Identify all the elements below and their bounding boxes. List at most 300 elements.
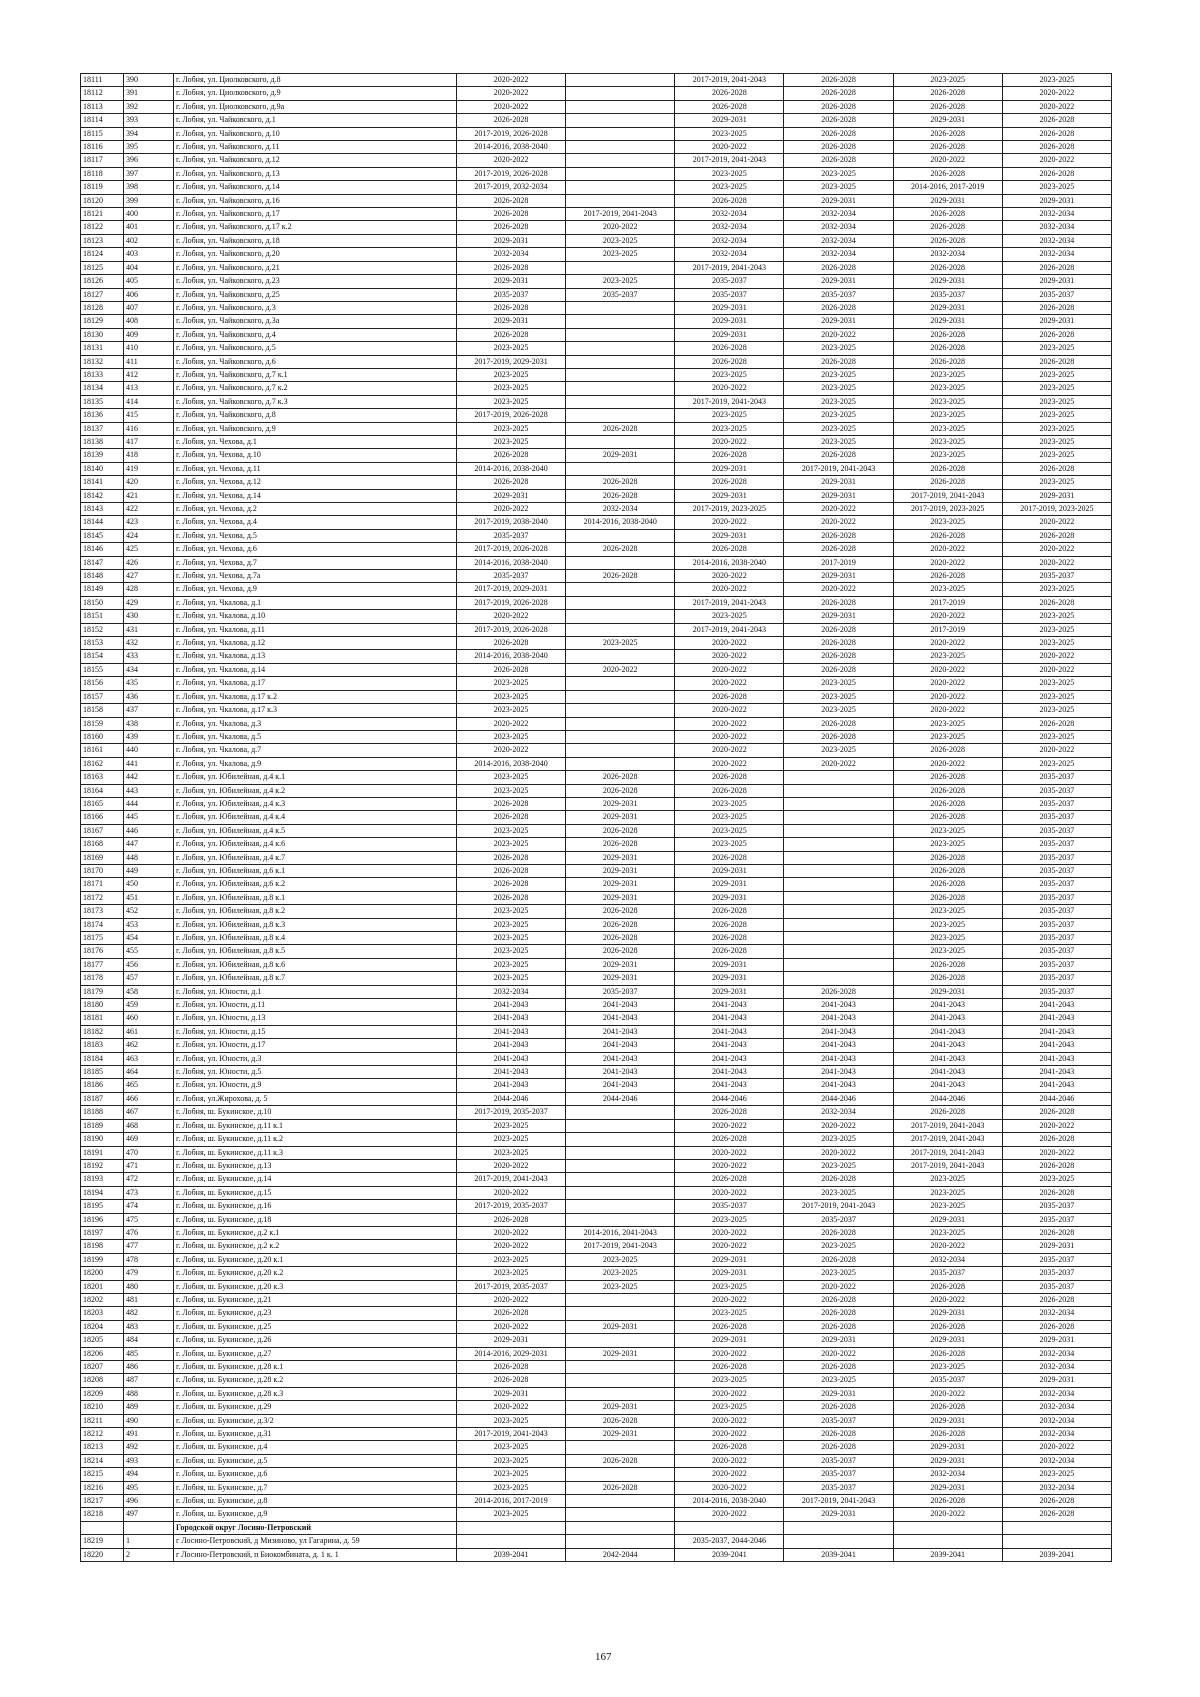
table-cell: г. Лобня, ул. Юбилейная, д.8 к.4	[174, 932, 457, 945]
table-cell: 2020-2022	[1002, 556, 1111, 569]
table-cell: 2026-2028	[675, 1320, 784, 1333]
table-cell: 2029-2031	[893, 1454, 1002, 1467]
table-cell: 490	[124, 1414, 174, 1427]
table-cell: 2029-2031	[566, 1320, 675, 1333]
table-cell: 2023-2025	[457, 677, 566, 690]
table-cell: г. Лобня, ул. Юности, д.1	[174, 985, 457, 998]
table-cell: 2029-2031	[675, 529, 784, 542]
table-cell: 2029-2031	[784, 476, 893, 489]
table-cell: г. Лобня, ш. Букинское, д.31	[174, 1428, 457, 1441]
table-cell: 2023-2025	[675, 811, 784, 824]
table-cell: 18187	[81, 1092, 124, 1105]
table-cell: 2029-2031	[566, 851, 675, 864]
table-cell: 2017-2019, 2026-2028	[457, 623, 566, 636]
table-cell: 2041-2043	[784, 1052, 893, 1065]
table-cell: г. Лобня, ул. Чайковского, д.16	[174, 194, 457, 207]
table-cell: 2023-2025	[784, 409, 893, 422]
table-row	[81, 141, 1112, 154]
table-cell: 2026-2028	[893, 261, 1002, 274]
table-cell: 2026-2028	[566, 1481, 675, 1494]
table-cell: 2026-2028	[457, 797, 566, 810]
table-cell: 2026-2028	[457, 1374, 566, 1387]
table-cell: 2029-2031	[784, 1508, 893, 1521]
table-cell: 2026-2028	[457, 114, 566, 127]
table-cell: г. Лобня, ул. Юности, д.11	[174, 999, 457, 1012]
table-cell: 2035-2037	[1002, 851, 1111, 864]
table-cell: 492	[124, 1441, 174, 1454]
table-cell: 2023-2025	[893, 516, 1002, 529]
table-cell: 2029-2031	[1002, 1374, 1111, 1387]
table-cell: 405	[124, 275, 174, 288]
table-cell: г. Лобня, ул. Чайковского, д.14	[174, 181, 457, 194]
table-cell: 2035-2037, 2044-2046	[675, 1535, 784, 1548]
table-row	[81, 824, 1112, 837]
table-cell: 2041-2043	[675, 1066, 784, 1079]
table-cell: 2032-2034	[1002, 1481, 1111, 1494]
table-cell: 2023-2025	[457, 690, 566, 703]
table-cell: 427	[124, 570, 174, 583]
table-cell: 411	[124, 355, 174, 368]
table-cell: 2026-2028	[784, 1253, 893, 1266]
table-cell: 2023-2025	[1002, 623, 1111, 636]
table-cell: 464	[124, 1066, 174, 1079]
table-cell: 2035-2037	[675, 1200, 784, 1213]
table-cell: 2032-2034	[1002, 1347, 1111, 1360]
table-cell: 18174	[81, 918, 124, 931]
table-cell: 2026-2028	[675, 932, 784, 945]
table-cell: 18154	[81, 650, 124, 663]
table-cell: 2029-2031	[784, 610, 893, 623]
table-cell: 18202	[81, 1293, 124, 1306]
table-cell: 2035-2037	[675, 275, 784, 288]
table-cell: 449	[124, 864, 174, 877]
table-cell: 2023-2025	[1002, 1468, 1111, 1481]
table-cell: 2041-2043	[457, 1066, 566, 1079]
table-cell: 2032-2034	[1002, 1428, 1111, 1441]
table-cell: 2035-2037	[1002, 1213, 1111, 1226]
table-row	[81, 1374, 1112, 1387]
table-cell: 2029-2031	[1002, 315, 1111, 328]
table-cell: 400	[124, 208, 174, 221]
table-cell: г. Лобня, ул. Чкалова, д.10	[174, 610, 457, 623]
table-cell: 2041-2043	[566, 1012, 675, 1025]
table-cell: 407	[124, 301, 174, 314]
table-cell: г. Лобня, ул. Чехова, д.1	[174, 435, 457, 448]
table-cell: 474	[124, 1200, 174, 1213]
table-cell: 2023-2025	[566, 1267, 675, 1280]
table-cell: 18138	[81, 435, 124, 448]
table-cell: 441	[124, 757, 174, 770]
table-cell: 2032-2034	[457, 248, 566, 261]
table-cell: 2026-2028	[893, 878, 1002, 891]
table-cell: 18169	[81, 851, 124, 864]
table-cell: 2026-2028	[457, 301, 566, 314]
table-cell: 18152	[81, 623, 124, 636]
table-cell: 18195	[81, 1200, 124, 1213]
table-cell: 2026-2028	[893, 127, 1002, 140]
table-cell: 2026-2028	[675, 784, 784, 797]
table-cell: 2026-2028	[784, 74, 893, 87]
table-cell: 2023-2025	[675, 824, 784, 837]
table-cell: 18112	[81, 87, 124, 100]
table-cell: 2020-2022	[675, 1293, 784, 1306]
table-cell: 2023-2025	[893, 74, 1002, 87]
table-cell: 2020-2022	[457, 503, 566, 516]
table-cell: 18130	[81, 328, 124, 341]
table-cell: 2029-2031	[784, 1334, 893, 1347]
table-cell: 2026-2028	[784, 449, 893, 462]
table-cell: 2035-2037	[1002, 824, 1111, 837]
table-cell: г. Лобня, ш. Букинское, д.5	[174, 1454, 457, 1467]
table-cell: 2035-2037	[1002, 932, 1111, 945]
table-cell: г. Лобня, ул. Чехова, д.5	[174, 529, 457, 542]
table-cell: 397	[124, 167, 174, 180]
table-row	[81, 811, 1112, 824]
table-cell	[566, 1106, 675, 1119]
table-cell: 2023-2025	[893, 932, 1002, 945]
table-cell: 470	[124, 1146, 174, 1159]
table-cell: 2020-2022	[675, 1508, 784, 1521]
table-cell: 18125	[81, 261, 124, 274]
table-cell: 2026-2028	[457, 261, 566, 274]
table-row	[81, 248, 1112, 261]
table-cell: 2044-2046	[457, 1092, 566, 1105]
table-cell: 18215	[81, 1468, 124, 1481]
table-cell: 2026-2028	[457, 1213, 566, 1226]
table-cell: 2026-2028	[457, 864, 566, 877]
table-cell: 2023-2025	[675, 1401, 784, 1414]
table-cell: 417	[124, 435, 174, 448]
table-cell: 450	[124, 878, 174, 891]
table-cell: 2023-2025	[784, 744, 893, 757]
table-cell: 2017-2019, 2041-2043	[893, 1146, 1002, 1159]
table-cell: г. Лобня, ул. Чехова, д.11	[174, 462, 457, 475]
table-row	[81, 650, 1112, 663]
table-row	[81, 905, 1112, 918]
table-cell: 392	[124, 100, 174, 113]
table-cell: 2041-2043	[893, 1039, 1002, 1052]
table-cell: 2039-2041	[1002, 1548, 1111, 1561]
table-cell: 2026-2028	[784, 114, 893, 127]
table-cell: 2026-2028	[784, 623, 893, 636]
table-cell: 2017-2019, 2041-2043	[675, 395, 784, 408]
table-cell: 18201	[81, 1280, 124, 1293]
table-cell: г. Лобня, ул. Чайковского, д.12	[174, 154, 457, 167]
table-cell: 468	[124, 1119, 174, 1132]
table-cell: г. Лобня, ул. Чайковского, д.3а	[174, 315, 457, 328]
table-cell: 421	[124, 489, 174, 502]
table-cell: 18142	[81, 489, 124, 502]
table-cell	[566, 328, 675, 341]
table-cell: 2020-2022	[893, 690, 1002, 703]
table-cell: 2020-2022	[784, 1347, 893, 1360]
table-cell: 2026-2028	[1002, 261, 1111, 274]
table-cell: 2017-2019, 2041-2043	[457, 1173, 566, 1186]
table-row	[81, 717, 1112, 730]
table-cell: 18121	[81, 208, 124, 221]
table-row	[81, 583, 1112, 596]
table-row	[81, 690, 1112, 703]
table-cell: 2020-2022	[1002, 1146, 1111, 1159]
table-cell: 2026-2028	[675, 1173, 784, 1186]
table-cell: 2041-2043	[675, 1079, 784, 1092]
table-cell: 2026-2028	[566, 771, 675, 784]
table-cell: г. Лобня, ул. Чкалова, д.1	[174, 596, 457, 609]
table-row	[81, 945, 1112, 958]
table-cell: 2023-2025	[893, 395, 1002, 408]
table-cell: 18162	[81, 757, 124, 770]
table-cell: 2029-2031	[457, 315, 566, 328]
table-cell: 2026-2028	[893, 797, 1002, 810]
table-cell: г. Лобня, ул. Юбилейная, д.4 к.6	[174, 838, 457, 851]
table-cell: г. Лобня, ш. Букинское, д.28 к.2	[174, 1374, 457, 1387]
table-cell: 2020-2022	[675, 637, 784, 650]
table-cell: 2020-2022	[893, 1387, 1002, 1400]
table-row	[81, 838, 1112, 851]
table-cell	[784, 932, 893, 945]
table-cell	[566, 583, 675, 596]
table-cell: г. Лобня, ул. Чкалова, д.13	[174, 650, 457, 663]
table-cell: 2044-2046	[784, 1092, 893, 1105]
table-cell: 2029-2031	[566, 797, 675, 810]
table-cell: г. Лобня, ш. Букинское, д.15	[174, 1186, 457, 1199]
table-cell: 2041-2043	[457, 1052, 566, 1065]
table-cell: 18117	[81, 154, 124, 167]
table-cell: 2029-2031	[784, 489, 893, 502]
table-cell: 2020-2022	[893, 637, 1002, 650]
table-cell: г. Лобня, ул. Чкалова, д.7	[174, 744, 457, 757]
table-cell: 465	[124, 1079, 174, 1092]
table-cell: 2029-2031	[675, 878, 784, 891]
table-cell: г. Лобня, ул. Чайковского, д.20	[174, 248, 457, 261]
table-cell: 2020-2022	[457, 610, 566, 623]
table-cell: г. Лобня, ул. Чайковского, д.23	[174, 275, 457, 288]
table-cell: 412	[124, 368, 174, 381]
table-cell: 2029-2031	[1002, 1334, 1111, 1347]
table-cell: 2035-2037	[1002, 891, 1111, 904]
table-row	[81, 864, 1112, 877]
table-cell: 478	[124, 1253, 174, 1266]
table-cell	[566, 1186, 675, 1199]
table-cell: 2026-2028	[893, 342, 1002, 355]
table-row	[81, 167, 1112, 180]
table-cell: 2020-2022	[784, 328, 893, 341]
register-table	[80, 73, 1112, 1562]
table-row	[81, 570, 1112, 583]
table-cell: 2017-2019, 2041-2043	[784, 462, 893, 475]
table-row	[81, 476, 1112, 489]
table-row	[81, 744, 1112, 757]
table-cell	[566, 87, 675, 100]
table-cell: 2023-2025	[457, 395, 566, 408]
table-cell: 18158	[81, 704, 124, 717]
table-cell	[566, 717, 675, 730]
table-cell: 2026-2028	[675, 194, 784, 207]
table-cell: 2020-2022	[566, 221, 675, 234]
table-cell: 2026-2028	[893, 100, 1002, 113]
table-cell: 2029-2031	[1002, 489, 1111, 502]
table-row	[81, 409, 1112, 422]
table-cell: 2035-2037	[784, 288, 893, 301]
table-cell	[784, 958, 893, 971]
table-cell: 2023-2025	[784, 677, 893, 690]
table-cell: 18191	[81, 1146, 124, 1159]
table-cell: 2035-2037	[1002, 838, 1111, 851]
table-cell	[566, 730, 675, 743]
table-cell: 2029-2031	[675, 891, 784, 904]
table-cell: 2017-2019, 2023-2025	[675, 503, 784, 516]
table-cell: 2020-2022	[784, 516, 893, 529]
table-cell: г. Лобня, ул. Юбилейная, д.8 к.5	[174, 945, 457, 958]
table-cell: г. Лобня, ш. Букинское, д.8	[174, 1495, 457, 1508]
table-cell: 2023-2025	[1002, 583, 1111, 596]
table-cell: 2017-2019, 2041-2043	[893, 1159, 1002, 1172]
table-cell: 2023-2025	[675, 167, 784, 180]
table-cell	[566, 757, 675, 770]
table-cell: 2032-2034	[1002, 1454, 1111, 1467]
table-cell: 2023-2025	[675, 368, 784, 381]
table-cell	[784, 797, 893, 810]
table-cell: 2023-2025	[1002, 74, 1111, 87]
table-cell: 489	[124, 1401, 174, 1414]
table-cell: 2029-2031	[784, 194, 893, 207]
table-cell: 463	[124, 1052, 174, 1065]
table-cell: 2023-2025	[784, 342, 893, 355]
table-cell: 2041-2043	[893, 999, 1002, 1012]
table-row	[81, 1454, 1112, 1467]
table-cell: 2035-2037	[1002, 797, 1111, 810]
table-cell	[566, 1200, 675, 1213]
table-cell: 2023-2025	[1002, 757, 1111, 770]
table-cell: г Лосино-Петровский, п Биокомбината, д. 1 к. 1	[174, 1548, 457, 1561]
table-row	[81, 1535, 1112, 1548]
table-cell	[784, 945, 893, 958]
table-cell: 18205	[81, 1334, 124, 1347]
table-cell: 2023-2025	[1002, 476, 1111, 489]
table-cell: г. Лобня, ул. Чкалова, д.14	[174, 663, 457, 676]
table-row	[81, 208, 1112, 221]
table-cell: 2035-2037	[566, 985, 675, 998]
table-cell: 2023-2025	[457, 958, 566, 971]
table-cell: 2041-2043	[893, 1025, 1002, 1038]
table-cell: 2023-2025	[893, 1200, 1002, 1213]
table-cell: 2035-2037	[784, 1414, 893, 1427]
table-cell: 2020-2022	[457, 1240, 566, 1253]
table-row	[81, 1347, 1112, 1360]
table-cell	[784, 771, 893, 784]
table-cell: 18176	[81, 945, 124, 958]
table-row	[81, 1334, 1112, 1347]
table-cell: 2023-2025	[784, 704, 893, 717]
table-cell: 2044-2046	[1002, 1092, 1111, 1105]
table-cell: г. Лобня, ул. Чайковского, д.21	[174, 261, 457, 274]
table-cell: 2026-2028	[566, 905, 675, 918]
table-cell: 2032-2034	[675, 208, 784, 221]
table-cell: 2023-2025	[457, 824, 566, 837]
table-cell: 2026-2028	[893, 744, 1002, 757]
table-cell: 2014-2016, 2041-2043	[566, 1226, 675, 1239]
table-cell: 2023-2025	[893, 382, 1002, 395]
table-row	[81, 543, 1112, 556]
table-cell: 2017-2019, 2041-2043	[675, 154, 784, 167]
table-cell: 18192	[81, 1159, 124, 1172]
table-cell: 2023-2025	[784, 1159, 893, 1172]
table-cell	[566, 342, 675, 355]
table-cell: 2023-2025	[457, 1414, 566, 1427]
table-cell: 477	[124, 1240, 174, 1253]
table-cell: 2029-2031	[675, 1253, 784, 1266]
table-row	[81, 114, 1112, 127]
table-cell: 18146	[81, 543, 124, 556]
table-cell: 2026-2028	[893, 784, 1002, 797]
table-cell: 18208	[81, 1374, 124, 1387]
table-cell: 2023-2025	[893, 650, 1002, 663]
table-cell	[566, 1508, 675, 1521]
table-cell: 439	[124, 730, 174, 743]
table-cell: 435	[124, 677, 174, 690]
table-cell: 2017-2019, 2041-2043	[784, 1200, 893, 1213]
table-cell	[566, 704, 675, 717]
table-cell: 2026-2028	[784, 596, 893, 609]
table-cell: 2029-2031	[675, 1267, 784, 1280]
table-cell: 2041-2043	[457, 1079, 566, 1092]
table-cell: 2026-2028	[675, 355, 784, 368]
table-cell: 2026-2028	[675, 1361, 784, 1374]
table-cell: 2026-2028	[784, 141, 893, 154]
table-cell: 2023-2025	[457, 730, 566, 743]
table-cell: 2035-2037	[1002, 570, 1111, 583]
table-cell	[566, 435, 675, 448]
table-cell: 2014-2016, 2038-2040	[566, 516, 675, 529]
table-cell: 2023-2025	[675, 409, 784, 422]
table-cell	[566, 1468, 675, 1481]
table-cell: 2035-2037	[893, 1374, 1002, 1387]
table-cell: 2026-2028	[784, 1401, 893, 1414]
table-cell: 2041-2043	[457, 1039, 566, 1052]
table-cell: 18155	[81, 663, 124, 676]
table-cell: г. Лобня, ш. Букинское, д.14	[174, 1173, 457, 1186]
table-cell: 2026-2028	[893, 141, 1002, 154]
table-cell: 2042-2044	[566, 1548, 675, 1561]
table-cell	[566, 1441, 675, 1454]
table-cell: 2026-2028	[566, 824, 675, 837]
table-cell: 18181	[81, 1012, 124, 1025]
table-row	[81, 999, 1112, 1012]
table-row	[81, 932, 1112, 945]
table-cell: г. Лобня, ул. Юности, д.3	[174, 1052, 457, 1065]
table-cell: 2032-2034	[784, 234, 893, 247]
table-cell: 2020-2022	[1002, 87, 1111, 100]
table-cell: 18165	[81, 797, 124, 810]
table-cell: г. Лобня, ш. Букинское, д.18	[174, 1213, 457, 1226]
table-cell: 2023-2025	[457, 784, 566, 797]
table-cell: 2029-2031	[675, 301, 784, 314]
table-cell: 2026-2028	[457, 476, 566, 489]
table-cell: 18190	[81, 1133, 124, 1146]
table-cell: 416	[124, 422, 174, 435]
table-cell: 426	[124, 556, 174, 569]
table-cell	[784, 824, 893, 837]
table-row	[81, 194, 1112, 207]
table-cell: 18204	[81, 1320, 124, 1333]
table-cell: 2023-2025	[1002, 342, 1111, 355]
table-cell: 18156	[81, 677, 124, 690]
table-cell: 2026-2028	[566, 476, 675, 489]
table-cell: 2026-2028	[1002, 127, 1111, 140]
table-cell: 2017-2019, 2029-2031	[457, 355, 566, 368]
table-cell: 2020-2022	[784, 1146, 893, 1159]
table-cell: 2020-2022	[566, 663, 675, 676]
